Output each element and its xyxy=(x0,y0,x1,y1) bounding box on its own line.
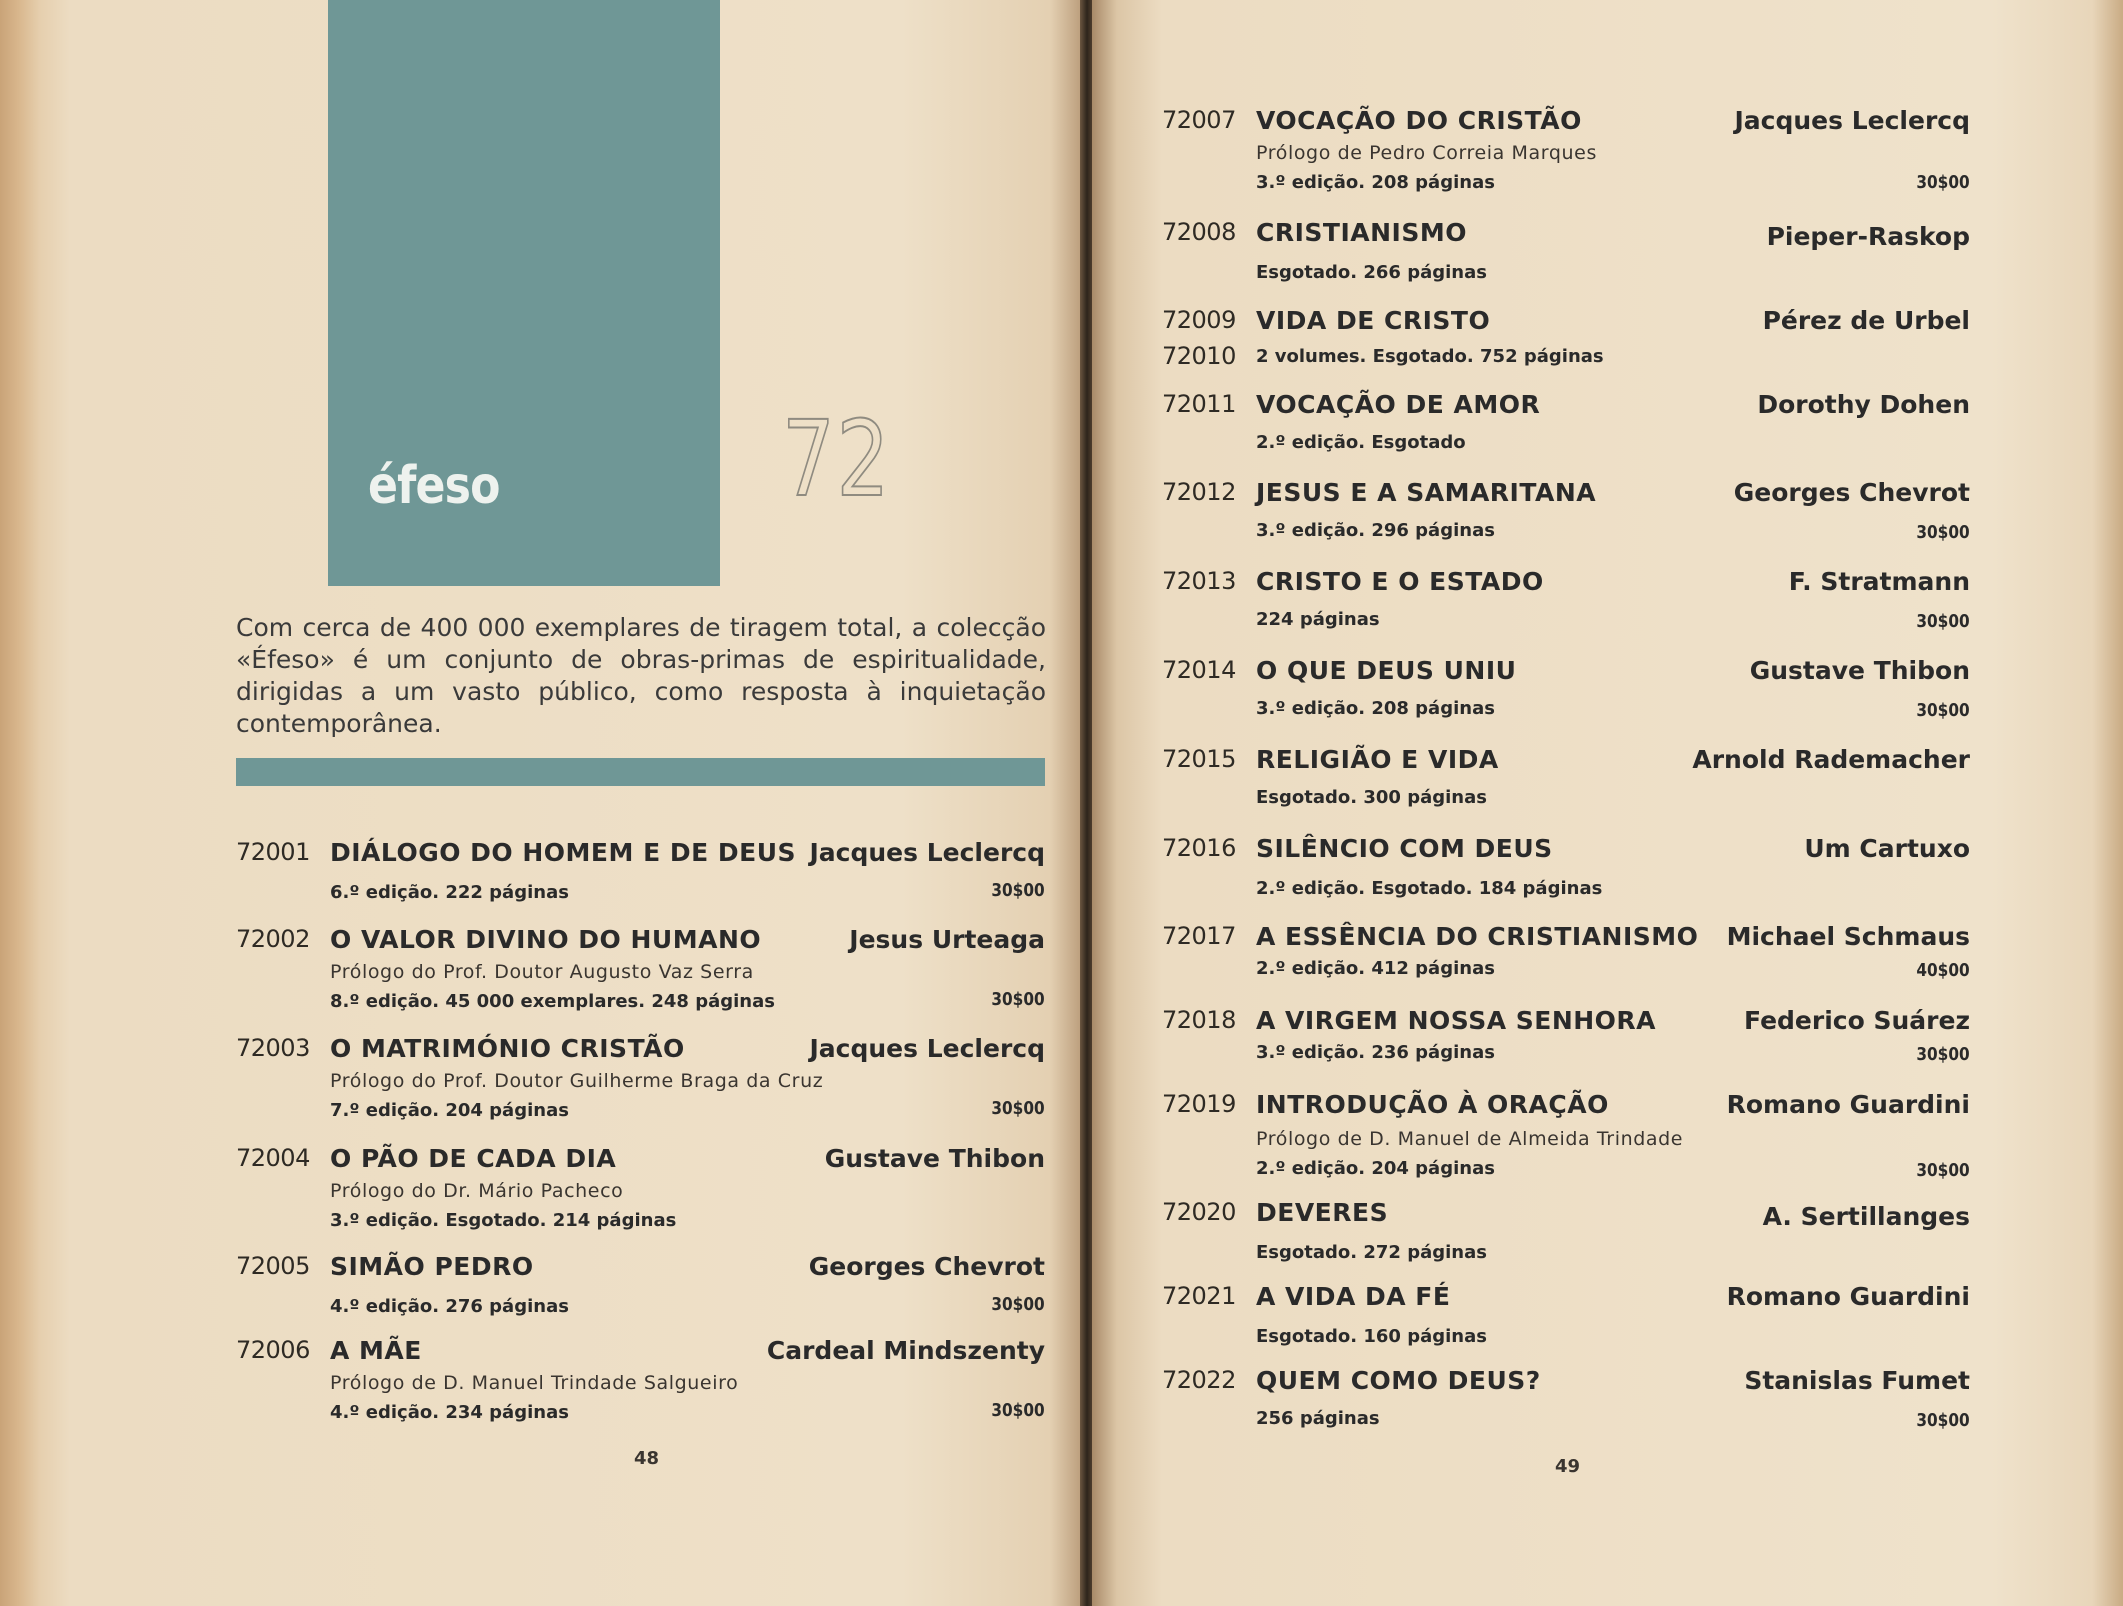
entry-code: 72011 xyxy=(1162,390,1236,418)
entry-price: 30$00 xyxy=(1916,700,1970,721)
entry-code: 72021 xyxy=(1162,1282,1236,1310)
entry-author: Jacques Leclercq xyxy=(809,838,1045,867)
entry-author: Pérez de Urbel xyxy=(1762,306,1970,335)
entry-edition: 3.º edição. 208 páginas xyxy=(1256,172,1495,193)
entry-title: O QUE DEUS UNIU xyxy=(1256,656,1517,685)
entry-edition: 8.º edição. 45 000 exemplares. 248 páginas xyxy=(330,991,775,1012)
entry-code: 72003 xyxy=(236,1034,310,1062)
entry-code: 72014 xyxy=(1162,656,1236,684)
entry-prologue: Prólogo de Pedro Correia Marques xyxy=(1256,142,1597,164)
entry-author: Gustave Thibon xyxy=(824,1144,1045,1173)
entry-title: VIDA DE CRISTO xyxy=(1256,306,1491,335)
entry-author: Stanislas Fumet xyxy=(1744,1366,1970,1395)
entry-price: 30$00 xyxy=(991,1098,1045,1119)
entry-price: 30$00 xyxy=(1916,172,1970,193)
collection-logo-block xyxy=(328,0,720,586)
entry-edition: Esgotado. 300 páginas xyxy=(1256,787,1487,808)
entry-title: A VIRGEM NOSSA SENHORA xyxy=(1256,1006,1657,1035)
entry-prologue: Prólogo de D. Manuel Trindade Salgueiro xyxy=(330,1372,739,1394)
entry-author: Cardeal Mindszenty xyxy=(766,1336,1045,1365)
entry-title: O MATRIMÓNIO CRISTÃO xyxy=(330,1034,685,1063)
intro-paragraph: Com cerca de 400 000 exemplares de tiragem total, a colecção «Éfeso» é um conjunto de obras-primas de espiritualidade, dirigidas a um vasto público, como resposta à inquietação contemporânea. xyxy=(236,613,1046,738)
entry-edition: 2.º edição. 204 páginas xyxy=(1256,1158,1495,1179)
entry-edition: 4.º edição. 234 páginas xyxy=(330,1402,569,1423)
entry-code: 72017 xyxy=(1162,922,1236,950)
entry-title: VOCAÇÃO DO CRISTÃO xyxy=(1256,106,1582,135)
entry-price: 40$00 xyxy=(1916,960,1970,981)
entry-title: QUEM COMO DEUS? xyxy=(1256,1366,1541,1395)
entry-title: INTRODUÇÃO À ORAÇÃO xyxy=(1256,1090,1609,1119)
entry-code: 72013 xyxy=(1162,567,1236,595)
entry-code: 72018 xyxy=(1162,1006,1236,1034)
entry-author: Georges Chevrot xyxy=(808,1252,1045,1281)
entry-title: A VIDA DA FÉ xyxy=(1256,1282,1451,1311)
entry-price: 30$00 xyxy=(991,989,1045,1010)
entry-code: 72006 xyxy=(236,1336,310,1364)
page-number-left: 48 xyxy=(634,1448,660,1469)
entry-code: 72007 xyxy=(1162,106,1236,134)
entry-edition: 7.º edição. 204 páginas xyxy=(330,1100,569,1121)
entry-code: 72022 xyxy=(1162,1366,1236,1394)
entry-title: CRISTIANISMO xyxy=(1256,218,1467,247)
entry-author: Romano Guardini xyxy=(1726,1090,1970,1119)
entry-edition: 3.º edição. 236 páginas xyxy=(1256,1042,1495,1063)
entry-code: 72005 xyxy=(236,1252,310,1280)
collection-number: 72 xyxy=(782,398,892,520)
entry-author: Gustave Thibon xyxy=(1749,656,1970,685)
entry-price: 30$00 xyxy=(1916,1410,1970,1431)
entry-code: 72015 xyxy=(1162,745,1236,773)
entry-title: SIMÃO PEDRO xyxy=(330,1252,534,1281)
entry-price: 30$00 xyxy=(1916,1160,1970,1181)
entry-price: 30$00 xyxy=(991,880,1045,901)
divider-bar xyxy=(236,758,1045,786)
entry-author: Jacques Leclercq xyxy=(1734,106,1970,135)
entry-author: Um Cartuxo xyxy=(1804,834,1970,863)
entry-edition: 2 volumes. Esgotado. 752 páginas xyxy=(1256,346,1604,367)
entry-author: A. Sertillanges xyxy=(1762,1202,1970,1231)
entry-edition: 2.º edição. Esgotado. 184 páginas xyxy=(1256,878,1603,899)
entry-prologue: Prólogo do Dr. Mário Pacheco xyxy=(330,1180,624,1202)
entry-title: O VALOR DIVINO DO HUMANO xyxy=(330,925,762,954)
entry-edition: 3.º edição. 208 páginas xyxy=(1256,698,1495,719)
entry-edition: 3.º edição. Esgotado. 214 páginas xyxy=(330,1210,677,1231)
entry-title: VOCAÇÃO DE AMOR xyxy=(1256,390,1541,419)
entry-author: Dorothy Dohen xyxy=(1757,390,1970,419)
entry-code: 72008 xyxy=(1162,218,1236,246)
entry-code-second: 72010 xyxy=(1162,342,1236,370)
entry-code: 72020 xyxy=(1162,1198,1236,1226)
entry-price: 30$00 xyxy=(1916,611,1970,632)
page-number-right: 49 xyxy=(1555,1456,1581,1477)
entry-price: 30$00 xyxy=(991,1294,1045,1315)
entry-author: Pieper-Raskop xyxy=(1766,222,1970,251)
entry-price: 30$00 xyxy=(1916,1044,1970,1065)
entry-code: 72002 xyxy=(236,925,310,953)
entry-author: Federico Suárez xyxy=(1744,1006,1970,1035)
entry-code: 72016 xyxy=(1162,834,1236,862)
entry-code: 72019 xyxy=(1162,1090,1236,1118)
entry-title: DEVERES xyxy=(1256,1198,1389,1227)
entry-author: Michael Schmaus xyxy=(1726,922,1970,951)
entry-prologue: Prólogo do Prof. Doutor Guilherme Braga da Cruz xyxy=(330,1070,824,1092)
entry-edition: Esgotado. 266 páginas xyxy=(1256,262,1487,283)
entry-title: JESUS E A SAMARITANA xyxy=(1256,478,1597,507)
entry-price: 30$00 xyxy=(991,1400,1045,1421)
entry-prologue: Prólogo do Prof. Doutor Augusto Vaz Serra xyxy=(330,961,754,983)
entry-author: F. Stratmann xyxy=(1788,567,1970,596)
entry-author: Georges Chevrot xyxy=(1733,478,1970,507)
entry-edition: 2.º edição. 412 páginas xyxy=(1256,958,1495,979)
entry-edition: 4.º edição. 276 páginas xyxy=(330,1296,569,1317)
entry-author: Romano Guardini xyxy=(1726,1282,1970,1311)
entry-code: 72009 xyxy=(1162,306,1236,334)
entry-title: A ESSÊNCIA DO CRISTIANISMO xyxy=(1256,922,1699,951)
entry-edition: 256 páginas xyxy=(1256,1408,1380,1429)
entry-code: 72004 xyxy=(236,1144,310,1172)
entry-code: 72012 xyxy=(1162,478,1236,506)
collection-name: éfeso xyxy=(368,456,500,516)
entry-price: 30$00 xyxy=(1916,522,1970,543)
entry-edition: 6.º edição. 222 páginas xyxy=(330,882,569,903)
entry-title: CRISTO E O ESTADO xyxy=(1256,567,1544,596)
entry-author: Arnold Rademacher xyxy=(1692,745,1970,774)
entry-code: 72001 xyxy=(236,838,310,866)
entry-title: RELIGIÃO E VIDA xyxy=(1256,745,1499,774)
entry-edition: Esgotado. 160 páginas xyxy=(1256,1326,1487,1347)
entry-edition: 224 páginas xyxy=(1256,609,1380,630)
entry-author: Jesus Urteaga xyxy=(849,925,1045,954)
entry-edition: 2.º edição. Esgotado xyxy=(1256,432,1466,453)
entry-edition: 3.º edição. 296 páginas xyxy=(1256,520,1495,541)
entry-author: Jacques Leclercq xyxy=(809,1034,1045,1063)
entry-title: A MÃE xyxy=(330,1336,422,1365)
entry-prologue: Prólogo de D. Manuel de Almeida Trindade xyxy=(1256,1128,1684,1150)
entry-title: DIÁLOGO DO HOMEM E DE DEUS xyxy=(330,838,797,867)
entry-edition: Esgotado. 272 páginas xyxy=(1256,1242,1487,1263)
entry-title: O PÃO DE CADA DIA xyxy=(330,1144,617,1173)
entry-title: SILÊNCIO COM DEUS xyxy=(1256,834,1553,863)
